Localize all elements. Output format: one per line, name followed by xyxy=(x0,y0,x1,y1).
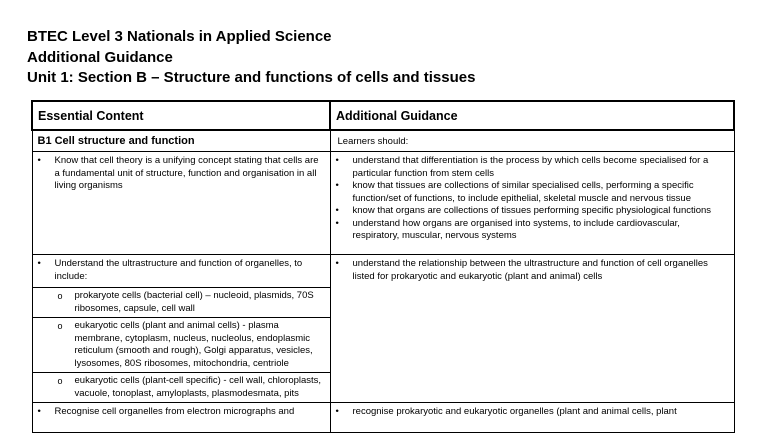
document-subtitle: Additional Guidance xyxy=(27,48,173,66)
sub-list-item xyxy=(33,287,330,317)
circle-bullet-icon: o xyxy=(57,376,63,386)
sub-list-item xyxy=(33,317,330,372)
list-item xyxy=(33,152,330,193)
bullet-icon: • xyxy=(335,180,339,191)
sub-item-text: eukaryotic cells (plant-cell specific) - cell wall, chloroplasts, vacuole, tonoplast, amyloplasts, plasmodesmata, pits xyxy=(74,375,322,399)
content-text: Know that cell theory is a unifying concept stating that cells are a fundamental unit of structure, function and organisation in all living organisms xyxy=(54,155,319,191)
list-item xyxy=(331,255,734,283)
circle-bullet-icon: o xyxy=(57,321,63,331)
section-title: B1 Cell structure and function xyxy=(32,130,330,152)
sub-item-text: eukaryotic cells (plant and animal cells) - plasma membrane, cytoplasm, nucleus, nucleolus, endoplasmic reticulum (smooth and rough), Golgi apparatus, vesicles, lysosomes, 80S ribosomes, mitochondria, centriole xyxy=(74,320,313,369)
guidance-text: recognise prokaryotic and eukaryotic organelles (plant and animal cells, plant xyxy=(352,406,677,417)
content-text: Recognise cell organelles from electron micrographs and xyxy=(54,406,295,417)
bullet-icon: • xyxy=(37,406,41,417)
bullet-icon: • xyxy=(335,217,339,229)
guidance-text: know that tissues are collections of similar specialised cells, performing a specific function/set of functions, to include epithelial, skeletal muscle and nervous tissue xyxy=(352,180,694,204)
list-item xyxy=(331,218,734,243)
table-header-row xyxy=(32,101,734,130)
section-row xyxy=(32,130,734,152)
guidance-text: understand the relationship between the ultrastructure and function of cell organelles listed for prokaryotic and eukaryotic (plant and animal) cells xyxy=(352,258,708,282)
additional-guidance-header: Additional Guidance xyxy=(330,101,734,130)
bullet-icon: • xyxy=(37,258,41,269)
content-text: Understand the ultrastructure and function of organelles, to include: xyxy=(54,258,303,282)
bullet-icon: • xyxy=(37,155,41,166)
guidance-text: understand that differentiation is the process by which cells become specialised for a particular function from stem cells xyxy=(352,155,709,179)
circle-bullet-icon: o xyxy=(57,291,63,301)
list-item xyxy=(33,403,330,419)
guidance-table xyxy=(31,100,735,433)
guidance-text: know that organs are collections of tissues performing specific physiological functions xyxy=(352,205,712,216)
sub-list-item xyxy=(33,372,330,402)
list-item xyxy=(33,255,330,287)
list-item xyxy=(331,205,734,218)
unit-title: Unit 1: Section B – Structure and functions of cells and tissues xyxy=(27,69,476,86)
table-row xyxy=(32,255,734,403)
list-item xyxy=(331,180,734,205)
learners-should-label: Learners should: xyxy=(330,130,734,152)
bullet-icon: • xyxy=(335,155,339,166)
list-item xyxy=(331,155,734,180)
table-row xyxy=(32,403,734,433)
qualification-title: BTEC Level 3 Nationals in Applied Science xyxy=(27,28,332,45)
sub-item-text: prokaryote cells (bacterial cell) – nucleoid, plasmids, 70S ribosomes, capsule, cell wall xyxy=(74,290,314,314)
bullet-icon: • xyxy=(335,258,339,269)
guidance-text: understand how organs are organised into systems, to include cardiovascular, respiratory, muscular, nervous systems xyxy=(352,217,680,241)
list-item xyxy=(331,403,734,419)
table-row xyxy=(32,152,734,255)
essential-content-header: Essential Content xyxy=(32,101,330,130)
document-titles xyxy=(27,27,475,89)
bullet-icon: • xyxy=(335,406,339,417)
bullet-icon: • xyxy=(335,205,339,216)
